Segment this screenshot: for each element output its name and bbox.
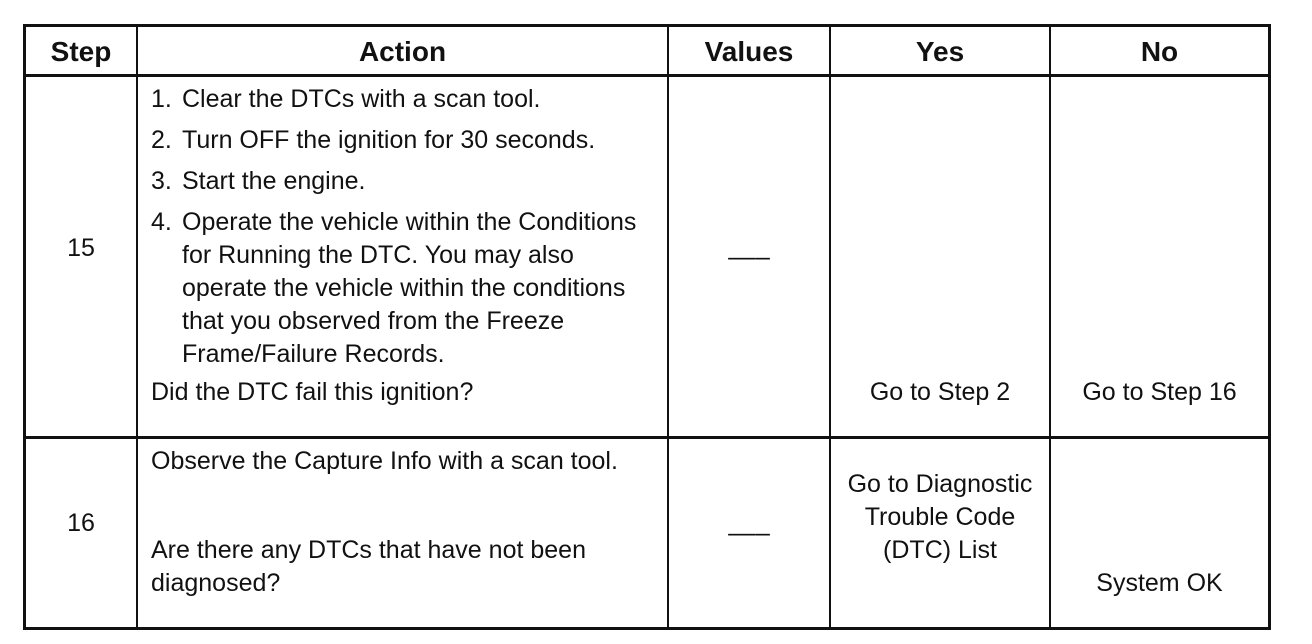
action-cell [151, 83, 661, 379]
header-action: Action [358, 36, 447, 67]
yes-cell: Go to Step 2 [869, 378, 1011, 406]
header-no: No [1140, 36, 1179, 67]
action-step-text: Start the engine. [182, 167, 366, 195]
action-step-number: 2. [151, 126, 172, 154]
action-step [151, 124, 661, 157]
action-step [151, 83, 661, 116]
header-step: Step [50, 36, 112, 67]
action-step-text: Clear the DTCs with a scan tool. [182, 85, 541, 113]
action-text: Observe the Capture Info with a scan tool. [151, 447, 618, 475]
header-yes: Yes [915, 36, 965, 67]
action-step [151, 165, 661, 198]
yes-cell: Go to Diagnostic Trouble Code (DTC) List [847, 470, 1033, 564]
step-number: 16 [67, 509, 95, 537]
column-divider [1049, 27, 1051, 627]
values-cell: ––– [728, 243, 770, 271]
column-divider [136, 27, 138, 627]
action-step-number: 1. [151, 85, 172, 113]
row-divider [26, 436, 1268, 439]
action-step-number: 4. [151, 208, 172, 236]
action-question: Are there any DTCs that have not been diagnosed? [151, 536, 586, 597]
step-number: 15 [67, 234, 95, 262]
action-step-text: Operate the vehicle within the Conditions for Running the DTC. You may also operate the vehicle within the conditions that you observed from the Freeze Frame/Failure Records. [182, 208, 637, 368]
action-step-text: Turn OFF the ignition for 30 seconds. [182, 126, 596, 154]
header-values: Values [704, 36, 794, 67]
column-divider [829, 27, 831, 627]
diagnostic-table [23, 24, 1271, 630]
action-step [151, 206, 661, 371]
no-cell: System OK [1096, 569, 1223, 597]
no-cell: Go to Step 16 [1082, 378, 1237, 406]
action-step-number: 3. [151, 167, 172, 195]
action-question: Did the DTC fail this ignition? [151, 378, 474, 406]
action-step-list [151, 83, 661, 371]
values-cell: ––– [728, 519, 770, 547]
